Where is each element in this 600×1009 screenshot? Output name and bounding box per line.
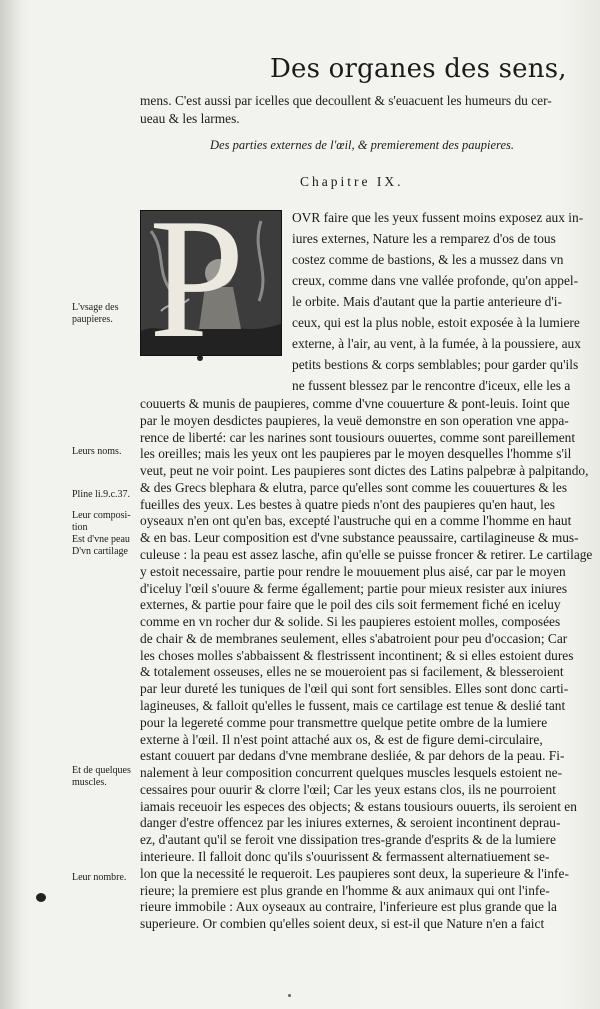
- body-line: par le moyen desdictes paupieres, la veuë demonstre en son operation vne appa-: [140, 412, 569, 428]
- body-line: par leur dureté les tuniques de l'œil qui sont fort sensibles. Elles sont donc carti-: [140, 681, 569, 697]
- margin-note-line: muscles.: [72, 777, 107, 788]
- body-line: iures externes, Nature les a remparez d'os de tous: [292, 231, 556, 246]
- body-line: superieure. Or combien qu'elles soient deux, si est-il que Nature n'en a faict: [140, 916, 545, 931]
- body-line: externe, à l'air, au vent, à la fumée, à la poussiere, aux: [292, 336, 581, 351]
- margin-note-composition: [72, 510, 131, 534]
- body-line: OVR faire que les yeux fussent moins exposez aux in-: [292, 210, 584, 225]
- opening-line: ueau & les larmes.: [140, 111, 240, 126]
- margin-note-line: tion: [72, 522, 88, 533]
- body-line: culeuse : la peau est assez lasche, afin qu'elle se puisse froncer & retirer. Le cartilage: [140, 547, 593, 562]
- body-line: & en bas. Leur composition est d'vne substance peaussaire, cartilagineuse & mus-: [140, 530, 579, 546]
- body-line: lon que la necessité le requeroit. Les paupieres sont deux, la superieure & l'infe-: [140, 865, 569, 881]
- margin-note-muscles: [72, 765, 131, 789]
- margin-note-skin-cartilage: [72, 534, 130, 558]
- section-heading: Des parties externes de l'œil, & premierement des paupieres.: [210, 138, 514, 152]
- body-line: veut, peut ne voir point. Les paupieres sont dictes des Latins palpebræ à palpitando,: [140, 463, 589, 479]
- body-line: cessaires pour ouurir & clorre l'œil; Car les yeux estans clos, ils ne pourroient: [140, 781, 556, 797]
- margin-note-number: [72, 872, 126, 884]
- body-line: lagineuses, & falloit qu'elles le fussent, mais ce cartilage est tenue & deslié tant: [140, 697, 566, 713]
- running-title: Des organes des sens,: [270, 54, 567, 84]
- ink-spot: [36, 893, 46, 902]
- binding-shadow: [0, 0, 22, 1009]
- body-line: externes, & partie pour faire que le poil des cils soit fermement fiché en iceluy: [140, 597, 561, 613]
- ink-spot: [288, 994, 291, 997]
- body-line: de chair & de membranes seulement, elles s'abatroient pour peu d'occasion; Car: [140, 630, 568, 646]
- margin-note-usage: [72, 302, 119, 326]
- body-line: les choses molles s'abbaissent & flestrissent incontinent; & si elles estoient dures: [140, 647, 574, 663]
- body-line: costez comme de bastions, & les a mussez dans vn: [292, 252, 564, 267]
- margin-note-line: L'vsage des: [72, 302, 119, 313]
- ink-spot: [197, 355, 203, 361]
- body-line: rieure; la premiere est plus grande en l'homme & aux animaux qui ont l'infe-: [140, 882, 550, 898]
- margin-note-line: Leur composi-: [72, 510, 131, 521]
- decorated-initial: [140, 210, 282, 356]
- margin-note-line: Leur nombre.: [72, 872, 127, 883]
- body-line: estant couuert par dedans d'vne membrane desliée, & par dehors de la peau. Fi-: [140, 748, 565, 764]
- body-line: & totalement osseuses, elles ne se moueroient pas si facilement, & blesseroient: [140, 664, 564, 680]
- opening-line: mens. C'est aussi par icelles que decoullent & s'euacuent les humeurs du cer-: [140, 93, 552, 108]
- body-line: creux, comme dans vne vallée profonde, qu'on appel-: [292, 273, 579, 288]
- margin-note-line: Pline li.9.c.37.: [72, 489, 131, 500]
- body-line: pour la legereté comme pour transmettre quelque petite ombre de la lumiere: [140, 714, 548, 730]
- body-line: oyseaux n'en ont qu'en bas, excepté l'austruche qui en a comme l'homme en haut: [140, 513, 572, 529]
- body-line: nalement à leur composition concurrent quelques muscles lesquels estoient ne-: [140, 765, 563, 780]
- body-line: comme en vn rocher dur & solide. Si les paupieres estoient molles, composées: [140, 614, 561, 630]
- body-line: rieure immobile : Aux oyseaux au contraire, l'inferieure est plus grande que la: [140, 899, 558, 915]
- body-line: iamais receuoir les especes des objects; & estans tousiours ouuerts, ils seroient en: [140, 798, 577, 814]
- margin-note-names: [72, 446, 121, 458]
- body-line: petits bestions & corps semblables; pour garder qu'ils: [292, 357, 579, 372]
- body-line: ne fussent blessez par le rencontre d'iceux, elle les a: [292, 378, 571, 393]
- chapter-heading: Chapitre IX.: [300, 174, 404, 189]
- margin-note-line: paupieres.: [72, 314, 113, 325]
- body-line: couuerts & munis de paupieres, comme d'vne couuerture & pont-leuis. Ioint que: [140, 396, 570, 411]
- body-line: d'iceluy l'œil s'ouure & ferme égallement; partie pour mieux resister aux iniures: [140, 580, 568, 596]
- margin-note-pliny: [72, 489, 130, 501]
- margin-note-line: Leurs noms.: [72, 446, 122, 457]
- body-line: fueilles des yeux. Les bestes à quatre pieds n'ont des paupieres qu'en haut, les: [140, 496, 555, 512]
- margin-note-line: D'vn cartilage: [72, 546, 128, 557]
- body-line: & des Grecs blephara & elutra, parce qu'elles sont comme les couuertures & les: [140, 479, 568, 495]
- body-line: externe à l'œil. Il n'est point attaché aux os, & est de figure demi-circulaire,: [140, 731, 543, 747]
- body-line: rence de liberté: car les narines sont tousiours ouuertes, comme sont pareillement: [140, 429, 576, 445]
- body-line: les oreilles; mais les yeux ont les paupieres par le moyen desquelles l'homme s'il: [140, 446, 572, 462]
- body-line: danger d'estre offencez par les iniures externes, & seroient incontinent deprau-: [140, 815, 561, 831]
- body-line: ceux, qui est la plus noble, estoit exposée à la lumiere: [292, 315, 580, 330]
- body-line: interieure. Il falloit donc qu'ils s'ouurissent & fermassent alternatiuement se-: [140, 848, 550, 864]
- margin-note-line: Et de quelques: [72, 765, 131, 776]
- drop-cap-letter: P: [149, 210, 245, 356]
- body-line: ez, d'autant qu'il se feroit vne dissipation tres-grande d'esprits & de la lumiere: [140, 832, 556, 848]
- body-line: le orbite. Mais d'autant que la partie anterieure d'i-: [292, 294, 562, 309]
- margin-note-line: Est d'vne peau: [72, 534, 130, 545]
- body-line: y estoit necessaire, partie pour rendre le mouuement plus aisé, car par le moyen: [140, 563, 566, 579]
